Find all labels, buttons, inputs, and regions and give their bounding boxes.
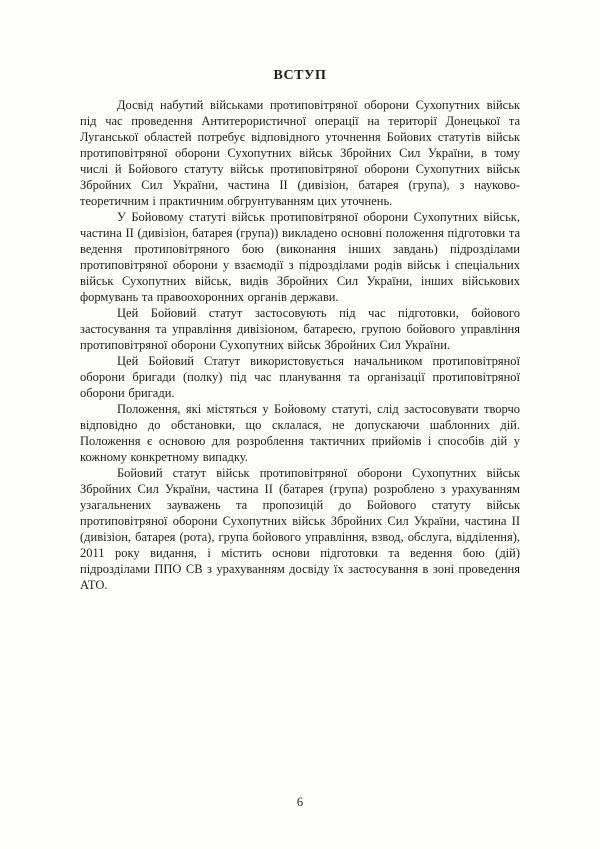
page-number: 6 <box>296 795 304 809</box>
paragraph-2: У Бойовому статуті військ протиповітряної оборони Сухопутних військ, частина II (дивізіон, батарея (група)) викладено основні положення підготовки та ведення протиповітряного бою (виконання інших завдань) підрозділами протиповітряної оборони у взаємодії з підрозділами родів військ і спеціальних військ Сухопутних військ, видів Збройних Сил України, інших військових формувань та правоохоронних органів держави. <box>80 210 520 304</box>
paragraph-6: Бойовий статут військ протиповітряної оборони Сухопутних військ Збройних Сил України, частина II (батарея (група) розроблено з урахуванням узагальнених зауважень та пропозицій до Бойового статуту військ протиповітряної оборони Сухопутних військ Збройних Сил України, частина II (дивізіон, батарея (рота), група бойового управління, взвод, обслуга, відділення), 2011 року видання, і містить основи підготовки та ведення бою (дій) підрозділами ППО СВ з урахуванням досвіду їх застосування в зоні проведення АТО. <box>80 466 520 592</box>
page-title: ВСТУП <box>273 68 327 83</box>
paragraph-4: Цей Бойовий Статут використовується начальником протиповітряної оборони бригади (полку) під час планування та організації протиповітряної оборони бригади. <box>80 354 520 400</box>
paragraph-3: Цей Бойовий статут застосовують під час підготовки, бойового застосування та управління дивізіоном, батареєю, групою бойового управління протиповітряної оборони Сухопутних військ Збройних Сил України. <box>80 306 520 352</box>
document-body <box>80 97 520 593</box>
paragraph-1: Досвід набутий військами протиповітряної оборони Сухопутних військ під час проведення Антитерористичної операції на території Донецької та Луганської областей потребує відповідного уточнення Бойових статутів військ протиповітряної оборони Сухопутних військ Збройних Сил України, в тому числі й Бойового статуту військ протиповітряної оборони Сухопутних військ Збройних Сил України, частина II (дивізіон, батарея (група), з науково-теоретичним і практичним обгрунтуванням цих уточнень. <box>80 98 520 208</box>
paragraph-5: Положення, які містяться у Бойовому статуті, слід застосовувати творчо відповідно до обстановки, що склалася, не допускаючи шаблонних дій. Положення є основою для розроблення тактичних прийомів і способів дій у кожному конкретному випадку. <box>80 402 520 464</box>
